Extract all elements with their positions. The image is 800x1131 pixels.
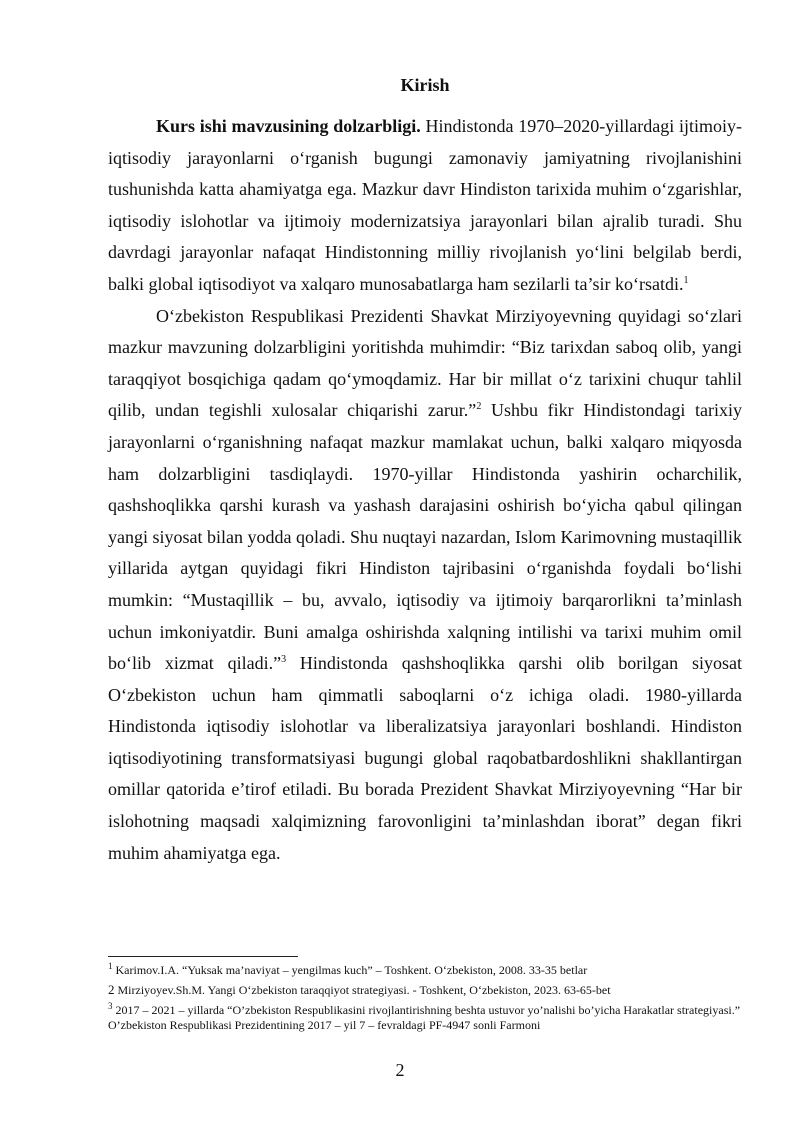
paragraph-quotes [108, 301, 742, 870]
paragraph-lead: Kurs ishi mavzusining dolzarbligi. [156, 116, 421, 136]
footnote-item [108, 963, 742, 978]
footnote-number: 2 [108, 982, 115, 997]
section-heading: Kirish [400, 75, 450, 95]
paragraph-text: Hindistonda 1970–2020-yillardagi ijtimoiy-iqtisodiy jarayonlarni o‘rganish bugungi zamonaviy jamiyatning rivojlanishini tushunishda katta ahamiyatga ega. Mazkur davr Hindiston tarixida muhim o‘zgarishlar, iqtisodiy islohotlar va ijtimoiy modernizatsiya jarayonlari bilan ajralib turadi. Shu davrdagi jarayonlar nafaqat Hindistonning milliy rivojlanish yo‘lini belgilab berdi, balki global iqtisodiyot va xalqaro munosabatlarga ham sezilarli ta’sir ko‘rsatdi. [108, 116, 742, 294]
footnote-text: Karimov.I.A. “Yuksak ma’naviyat – yengilmas kuch” – Toshkent. O‘zbekiston, 2008. 33-35 betlar [112, 963, 588, 977]
footnote-ref: 2 [476, 401, 482, 413]
footnote-number: 1 [108, 961, 113, 971]
document-body [108, 72, 742, 869]
footnote-ref: 1 [683, 274, 689, 286]
paragraph-text-part: O‘zbekiston Respublikasi Prezidenti Shavkat Mirziyoyevning quyidagi so‘zlari mazkur mavzuning dolzarbligini yoritishda muhimdir: “Biz tarixdan saboq olib, yangi taraqqiyot bosqichiga qadam qo‘ymoqdamiz. Har bir millat o‘z tarixini chuqur tahlil qilib, undan tegishli xulosalar chiqarishi zarur.” [108, 305, 742, 421]
footnote-ref: 3 [281, 654, 287, 666]
footnote-text: 2017 – 2021 – yillarda “O’zbekiston Respublikasini rivojlantirishning beshta ustuvor yo’nalishi bo’yicha Harakatlar strategiyasi.” O’zbekiston Respublikasi Prezidentining 2017 – yil 7 – fevraldagi PF-4947 sonli Farmoni [108, 1003, 741, 1032]
footnote-item [108, 1003, 742, 1033]
footnote-text: Mirziyoyev.Sh.M. Yangi O‘zbekiston taraqqiyot strategiyasi. - Toshkent, O‘zbekiston, 2023. 63-65-bet [114, 983, 611, 997]
page-number: 2 [395, 1060, 405, 1080]
footnote-item [108, 983, 742, 998]
footnote-number: 3 [108, 1001, 113, 1011]
paragraph-relevance [108, 111, 742, 301]
footnotes [108, 963, 742, 1038]
paragraph-text-part: Ushbu fikr Hindistondagi tarixiy jarayonlarni o‘rganishning nafaqat mazkur mamlakat uchun, balki xalqaro miqyosda ham dolzarbligini tasdiqlaydi. 1970-yillar Hindistonda yashirin ocharchilik, qashshoqlikka qarshi kurash va yashash darajasini oshirish bo‘yicha qabul qilingan yangi siyosat bilan yodda qoladi. Shu nuqtayi nazardan, Islom Karimovning mustaqillik yillarida aytgan quyidagi fikri Hindiston tajribasini o‘rganishda foydali bo‘lishi mumkin: “Mustaqillik – bu, avvalo, iqtisodiy va ijtimoiy barqarorlikni ta’minlash uchun imkoniyatdir. Buni amalga oshirishda xalqning intilishi va tarixi muhim omil bo‘lib xizmat qiladi.” [108, 400, 742, 674]
footnote-separator [108, 956, 298, 957]
paragraph-text-part: Hindistonda qashshoqlikka qarshi olib borilgan siyosat O‘zbekiston uchun ham qimmatli saboqlarni o‘z ichiga oladi. 1980-yillarda Hindistonda iqtisodiy islohotlar va liberalizatsiya jarayonlari boshlandi. Hindiston iqtisodiyotining transformatsiyasi bugungi global raqobatbardoshlikni shakllantirgan omillar qatorida e’tirof etiladi. Bu borada Prezident Shavkat Mirziyoyevning “Har bir islohotning maqsadi xalqimizning farovonligini ta’minlashdan iborat” degan fikri muhim ahamiyatga ega. [108, 653, 742, 863]
